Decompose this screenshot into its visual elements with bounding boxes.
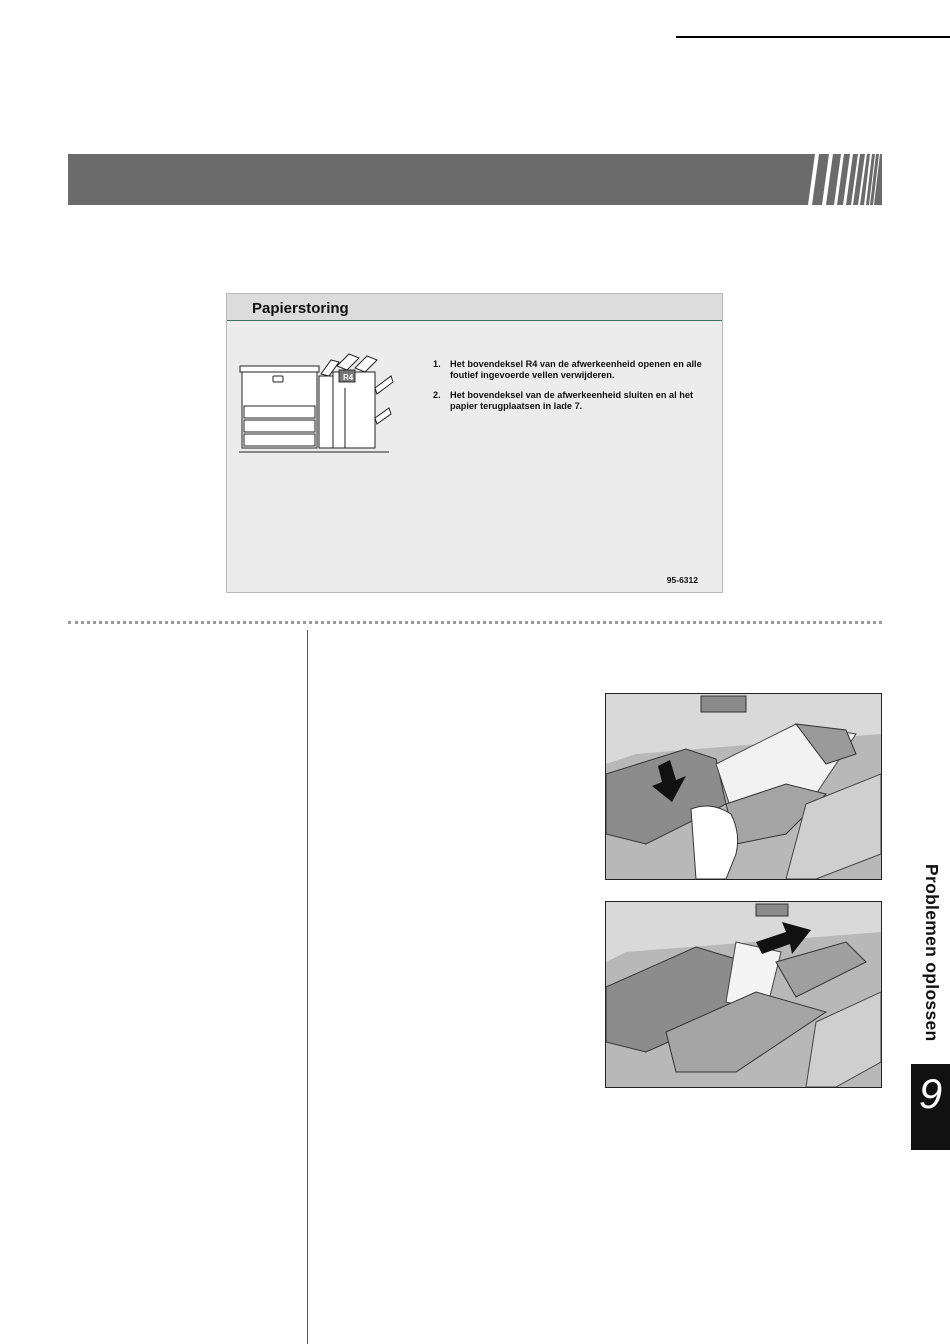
printer-finisher-illustration xyxy=(239,348,399,458)
step-text: Het bovendeksel R4 van de afwerkeenheid openen en alle foutief ingevoerde vellen verwijderen. xyxy=(450,359,702,380)
dotted-divider xyxy=(68,621,882,624)
photo-remove-paper xyxy=(605,901,882,1088)
touch-screen-panel xyxy=(226,293,723,593)
column-divider xyxy=(307,630,308,1344)
section-banner xyxy=(68,154,882,205)
chapter-tab xyxy=(911,1064,950,1150)
header-rule xyxy=(676,36,950,38)
banner-stripes xyxy=(792,154,882,205)
screen-title: Papierstoring xyxy=(252,300,349,317)
r4-label: R4 xyxy=(343,373,354,382)
screen-header xyxy=(227,294,722,321)
step-item xyxy=(433,359,718,381)
step-text: Het bovendeksel van de afwerkeenheid sluiten en al het papier terugplaatsen in lade 7. xyxy=(450,390,694,411)
step-number: 1. xyxy=(433,359,441,369)
photo-open-cover xyxy=(605,693,882,880)
section-label-text: Problemen oplossen xyxy=(922,864,942,1042)
step-number: 2. xyxy=(433,390,441,400)
chapter-number: 9 xyxy=(918,1070,943,1117)
step-item xyxy=(433,390,718,412)
screen-code: 95-6312 xyxy=(666,575,698,585)
instruction-steps xyxy=(433,359,718,421)
